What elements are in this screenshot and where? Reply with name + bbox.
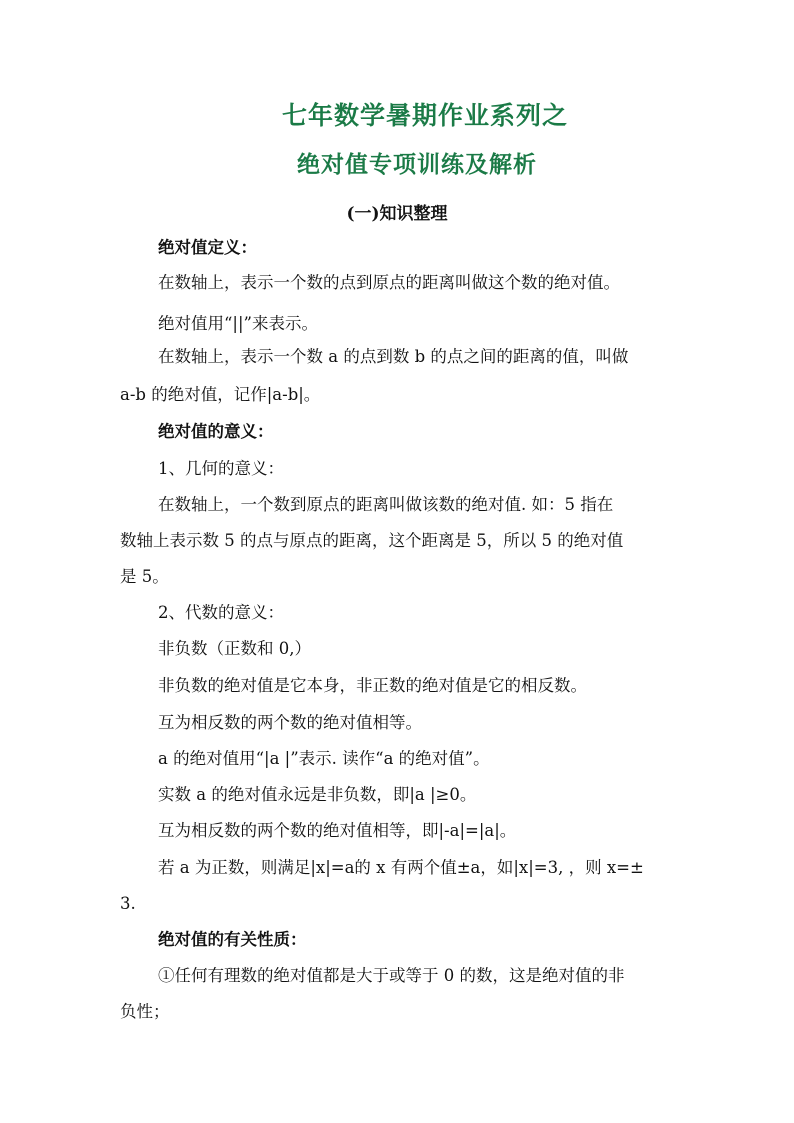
- paragraph-line: 非负数的绝对值是它本身，非正数的绝对值是它的相反数。: [158, 676, 587, 695]
- paragraph-line: a 的绝对值用“|a |”表示. 读作“a 的绝对值”。: [158, 749, 490, 768]
- paragraph-line: 在数轴上，表示一个数的点到原点的距离叫做这个数的绝对值。: [158, 273, 620, 292]
- heading-definition: 绝对值定义：: [158, 238, 257, 257]
- heading-meaning: 绝对值的意义：: [158, 422, 274, 441]
- heading-properties: 绝对值的有关性质：: [158, 930, 307, 949]
- paragraph-line: 2、代数的意义：: [158, 603, 284, 622]
- section-heading: (一)知识整理: [346, 204, 448, 224]
- paragraph-line: 非负数（正数和 0,）: [158, 639, 311, 658]
- paragraph-line: 若 a 为正数，则满足|x|=a的 x 有两个值±a，如|x|=3, ，则 x=±: [158, 858, 644, 877]
- document-subtitle: 绝对值专项训练及解析: [297, 151, 537, 178]
- paragraph-line: 1、几何的意义：: [158, 459, 284, 478]
- paragraph-line: 在数轴上，表示一个数 a 的点到数 b 的点之间的距离的值，叫做: [158, 347, 629, 366]
- paragraph-line: 是 5。: [120, 567, 169, 586]
- paragraph-line: 互为相反数的两个数的绝对值相等。: [158, 713, 422, 732]
- paragraph-line: 在数轴上，一个数到原点的距离叫做该数的绝对值. 如：5 指在: [158, 495, 614, 514]
- paragraph-line: 负性；: [120, 1002, 170, 1021]
- paragraph-line: 互为相反数的两个数的绝对值相等，即|-a|=|a|。: [158, 821, 517, 840]
- paragraph-line: 实数 a 的绝对值永远是非负数，即|a |≥0。: [158, 785, 477, 804]
- paragraph-line: 绝对值用“||”来表示。: [158, 314, 318, 333]
- paragraph-line: ①任何有理数的绝对值都是大于或等于 0 的数，这是绝对值的非: [158, 966, 625, 985]
- document-title: 七年数学暑期作业系列之: [281, 101, 568, 130]
- paragraph-line: 数轴上表示数 5 的点与原点的距离，这个距离是 5，所以 5 的绝对值: [120, 531, 624, 550]
- paragraph-line: 3.: [120, 894, 136, 913]
- paragraph-line: a-b 的绝对值，记作|a-b|。: [120, 385, 321, 404]
